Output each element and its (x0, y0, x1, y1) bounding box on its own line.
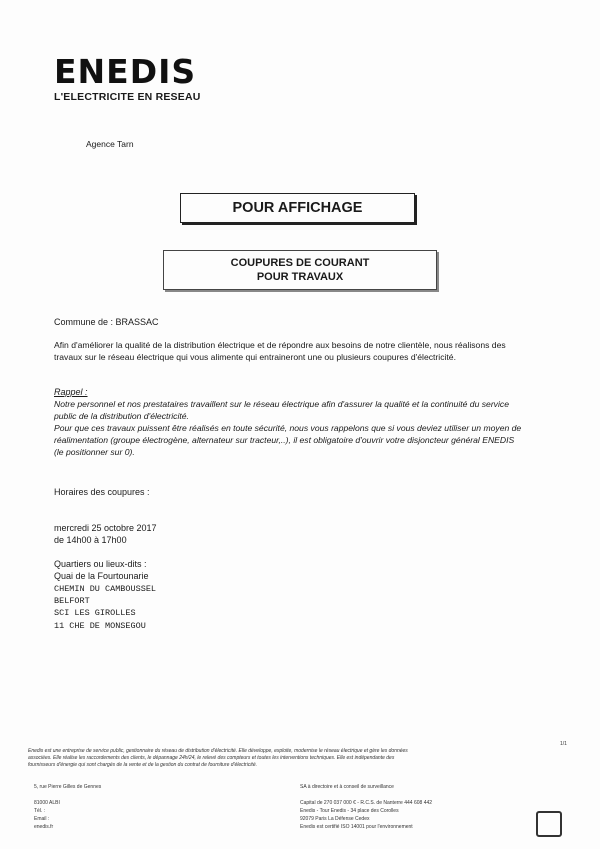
place-item: SCI LES GIROLLES (54, 608, 136, 618)
legal-line-2: associées. Elle réalise les raccordements des clients, le dépannage 24h/24, le relevé des compteurs et toutes les interventions techniques. Elle est indépendante des (28, 755, 395, 761)
tel-label: Tél. : (34, 808, 46, 814)
horaires-label: Horaires des coupures : (54, 487, 150, 497)
rappel-line-1: Notre personnel et nos prestataires travaillent sur le réseau électrique afin d'assurer la qualité et la continuité du service (54, 399, 509, 409)
address: 5, rue Pierre Gilles de Gennes (34, 784, 102, 790)
notice-title: POUR AFFICHAGE (232, 200, 363, 216)
tagline: L'ELECTRICITE EN RESEAU (54, 91, 201, 103)
rappel-title: Rappel : (54, 387, 88, 397)
company-line-3: Enedis - Tour Enedis - 34 place des Corolles (300, 808, 399, 814)
website: enedis.fr (34, 824, 54, 830)
cut-time: de 14h00 à 17h00 (54, 535, 127, 545)
intro-line-1: Afin d'améliorer la qualité de la distribution électrique et de répondre aux besoins de notre clientèle, nous réalisons des (54, 340, 506, 350)
rappel-line-3: Pour que ces travaux puissent être réalisés en toute sécurité, nous vous rappelons que si vous deviez utiliser un moyen de (54, 423, 522, 433)
company-line-1: SA à directoire et à conseil de surveillance (300, 784, 394, 790)
cut-date: mercredi 25 octobre 2017 (54, 523, 157, 533)
intro-line-2: travaux sur le réseau électrique qui vous alimente qui entraineront une ou plusieurs coupures d'électricité. (54, 352, 456, 362)
place-item: BELFORT (54, 596, 90, 606)
subtitle-line-1: COUPURES DE COURANT (230, 257, 370, 269)
city: 81000 ALBI (34, 800, 60, 806)
commune: Commune de : BRASSAC (54, 317, 159, 327)
place-item: CHEMIN DU CAMBOUSSEL (54, 584, 157, 594)
rappel-line-5: (le positionner sur 0). (54, 447, 135, 457)
certification-stamp-icon (536, 811, 562, 837)
rappel-line-4: réalimentation (groupe électrogène, alternateur sur tracteur,..), il est obligatoire d'ouvrir votre disjoncteur général ENEDIS (54, 435, 515, 445)
agency-name: Agence Tarn (86, 139, 134, 149)
place-item: Quai de la Fourtounarie (54, 571, 149, 581)
notice-subtitle-box (163, 250, 437, 290)
subtitle-line-2: POUR TRAVAUX (256, 271, 344, 283)
rappel-line-2: public de la distribution d'électricité. (54, 411, 189, 421)
page-number: 1/1 (560, 741, 567, 747)
company-line-5: Enedis est certifié ISO 14001 pour l'environnement (300, 824, 413, 830)
enedis-logo: ENEDIS (54, 52, 197, 91)
notice-title-box (180, 193, 415, 223)
place-item: 11 CHE DE MONSEGOU (54, 621, 146, 631)
places-title: Quartiers ou lieux-dits : (54, 559, 147, 569)
legal-line-1: Enedis est une entreprise de service public, gestionnaire du réseau de distribution d'électricité. Elle développe, exploite, modernise le réseau électrique et gère les données (28, 748, 408, 754)
company-line-4: 92079 Paris La Défense Cedex (300, 816, 370, 822)
email-label: Email : (34, 816, 50, 822)
legal-line-3: fournisseurs d'énergie qui sont chargés de la vente et de la gestion du contrat de fourniture d'électricité. (28, 762, 257, 768)
company-line-2: Capital de 270 037 000 € - R.C.S. de Nanterre 444 608 442 (300, 800, 433, 806)
